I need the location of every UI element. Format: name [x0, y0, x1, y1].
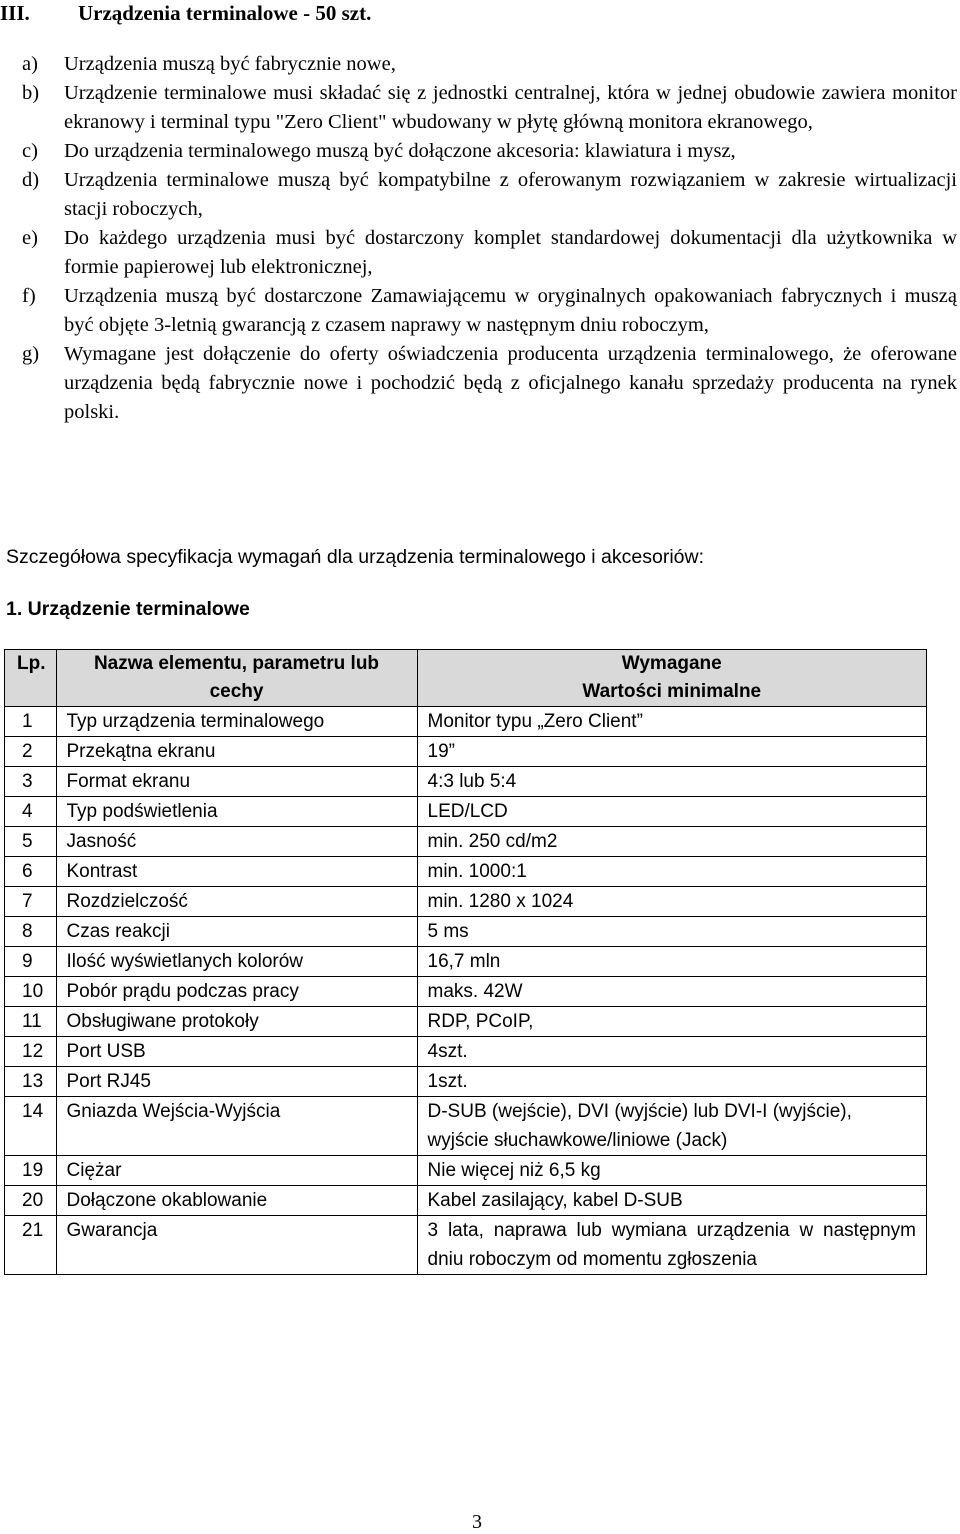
table-row — [5, 1097, 927, 1156]
section-title: Urządzenia terminalowe - 50 szt. — [78, 1, 372, 25]
cell-value: maks. 42W — [417, 977, 927, 1007]
cell-name: Rozdzielczość — [56, 887, 417, 917]
table-row — [5, 1007, 927, 1037]
header-requirement-line1: Wymagane — [621, 653, 722, 674]
item-marker: g) — [22, 343, 40, 365]
header-name: Nazwa elementu, parametru lub cechy — [56, 650, 417, 707]
cell-value: min. 1280 x 1024 — [417, 887, 927, 917]
cell-name: Ciężar — [56, 1156, 417, 1186]
cell-value: 19” — [417, 737, 927, 767]
cell-value: Nie więcej niż 6,5 kg — [417, 1156, 927, 1186]
cell-value: min. 1000:1 — [417, 857, 927, 887]
cell-value: min. 250 cd/m2 — [417, 827, 927, 857]
cell-name: Port RJ45 — [56, 1067, 417, 1097]
cell-lp: 14 — [5, 1097, 57, 1156]
table-row — [5, 767, 927, 797]
table-row — [5, 1067, 927, 1097]
table-row — [5, 707, 927, 737]
item-text: Urządzenia muszą być dostarczone Zamawiającemu w oryginalnych opakowaniach fabrycznych i muszą być objęte 3-letnią gwarancją z czasem naprawy w następnym dniu roboczym, — [64, 285, 957, 336]
cell-name: Gniazda Wejścia-Wyjścia — [56, 1097, 417, 1156]
item-marker: b) — [22, 82, 40, 104]
cell-name: Typ podświetlenia — [56, 797, 417, 827]
cell-name: Jasność — [56, 827, 417, 857]
table-row — [5, 887, 927, 917]
table-row — [5, 917, 927, 947]
cell-lp: 13 — [5, 1067, 57, 1097]
cell-lp: 7 — [5, 887, 57, 917]
cell-lp: 9 — [5, 947, 57, 977]
cell-lp: 12 — [5, 1037, 57, 1067]
requirement-item — [22, 282, 957, 340]
requirement-item — [22, 166, 957, 224]
cell-lp: 19 — [5, 1156, 57, 1186]
table-row — [5, 1216, 927, 1275]
table-row — [5, 1186, 927, 1216]
cell-name: Gwarancja — [56, 1216, 417, 1275]
cell-lp: 10 — [5, 977, 57, 1007]
specification-title: Szczegółowa specyfikacja wymagań dla urządzenia terminalowego i akcesoriów: — [6, 546, 705, 568]
item-text: Wymagane jest dołączenie do oferty oświadczenia producenta urządzenia terminalowego, że oferowane urządzenia będą fabrycznie nowe i pochodzić będą z oficjalnego kanału sprzedaży producenta na rynek polski. — [64, 343, 957, 423]
cell-value: D-SUB (wejście), DVI (wyjście) lub DVI-I (wyjście), wyjście słuchawkowe/liniowe (Jack) — [417, 1097, 927, 1156]
cell-lp: 2 — [5, 737, 57, 767]
cell-value: RDP, PCoIP, — [417, 1007, 927, 1037]
table-row — [5, 827, 927, 857]
header-requirement-line2: Wartości minimalne — [582, 681, 762, 702]
cell-lp: 4 — [5, 797, 57, 827]
cell-lp: 6 — [5, 857, 57, 887]
cell-lp: 5 — [5, 827, 57, 857]
cell-name: Ilość wyświetlanych kolorów — [56, 947, 417, 977]
cell-value: 3 lata, naprawa lub wymiana urządzenia w następnym dniu roboczym od momentu zgłoszenia — [417, 1216, 927, 1275]
cell-lp: 3 — [5, 767, 57, 797]
item-text: Urządzenia terminalowe muszą być kompatybilne z oferowanym rozwiązaniem w zakresie wirtualizacji stacji roboczych, — [64, 169, 957, 220]
cell-value: Kabel zasilający, kabel D-SUB — [417, 1186, 927, 1216]
requirement-item — [22, 340, 957, 427]
cell-value: 4:3 lub 5:4 — [417, 767, 927, 797]
table-row — [5, 797, 927, 827]
item-marker: c) — [22, 140, 38, 162]
item-marker: d) — [22, 169, 40, 191]
requirements-list — [22, 50, 957, 427]
cell-lp: 1 — [5, 707, 57, 737]
requirement-item — [22, 50, 957, 79]
cell-value: LED/LCD — [417, 797, 927, 827]
specification-table — [4, 649, 927, 1275]
cell-name: Obsługiwane protokoły — [56, 1007, 417, 1037]
table-header-row — [5, 650, 927, 707]
table-row — [5, 947, 927, 977]
cell-name: Czas reakcji — [56, 917, 417, 947]
subsection-title: 1. Urządzenie terminalowe — [6, 598, 250, 620]
requirement-item — [22, 137, 957, 166]
cell-name: Format ekranu — [56, 767, 417, 797]
page-number: 3 — [472, 1511, 482, 1533]
item-marker: f) — [22, 285, 36, 307]
cell-lp: 11 — [5, 1007, 57, 1037]
table-row — [5, 1156, 927, 1186]
header-lp: Lp. — [5, 650, 57, 707]
header-requirement — [417, 650, 927, 707]
cell-name: Pobór prądu podczas pracy — [56, 977, 417, 1007]
cell-value: 16,7 mln — [417, 947, 927, 977]
requirement-item — [22, 79, 957, 137]
item-marker: e) — [22, 227, 38, 249]
cell-value: Monitor typu „Zero Client” — [417, 707, 927, 737]
item-text: Urządzenia muszą być fabrycznie nowe, — [64, 53, 396, 75]
cell-lp: 8 — [5, 917, 57, 947]
item-text: Do urządzenia terminalowego muszą być dołączone akcesoria: klawiatura i mysz, — [64, 140, 736, 162]
cell-lp: 21 — [5, 1216, 57, 1275]
item-text: Do każdego urządzenia musi być dostarczony komplet standardowej dokumentacji dla użytkownika w formie papierowej lub elektronicznej, — [64, 227, 957, 278]
item-marker: a) — [22, 53, 38, 75]
cell-name: Przekątna ekranu — [56, 737, 417, 767]
item-text: Urządzenie terminalowe musi składać się z jednostki centralnej, która w jednej obudowie zawiera monitor ekranowy i terminal typu "Zero Client" wbudowany w płytę główną monitora ekranowego, — [64, 82, 957, 133]
cell-value: 4szt. — [417, 1037, 927, 1067]
requirement-item — [22, 224, 957, 282]
table-row — [5, 857, 927, 887]
table-row — [5, 1037, 927, 1067]
cell-name: Dołączone okablowanie — [56, 1186, 417, 1216]
cell-name: Kontrast — [56, 857, 417, 887]
section-heading — [0, 0, 371, 26]
cell-value: 5 ms — [417, 917, 927, 947]
section-number: III. — [0, 1, 30, 25]
cell-value: 1szt. — [417, 1067, 927, 1097]
cell-lp: 20 — [5, 1186, 57, 1216]
cell-name: Port USB — [56, 1037, 417, 1067]
cell-name: Typ urządzenia terminalowego — [56, 707, 417, 737]
table-row — [5, 977, 927, 1007]
table-row — [5, 737, 927, 767]
